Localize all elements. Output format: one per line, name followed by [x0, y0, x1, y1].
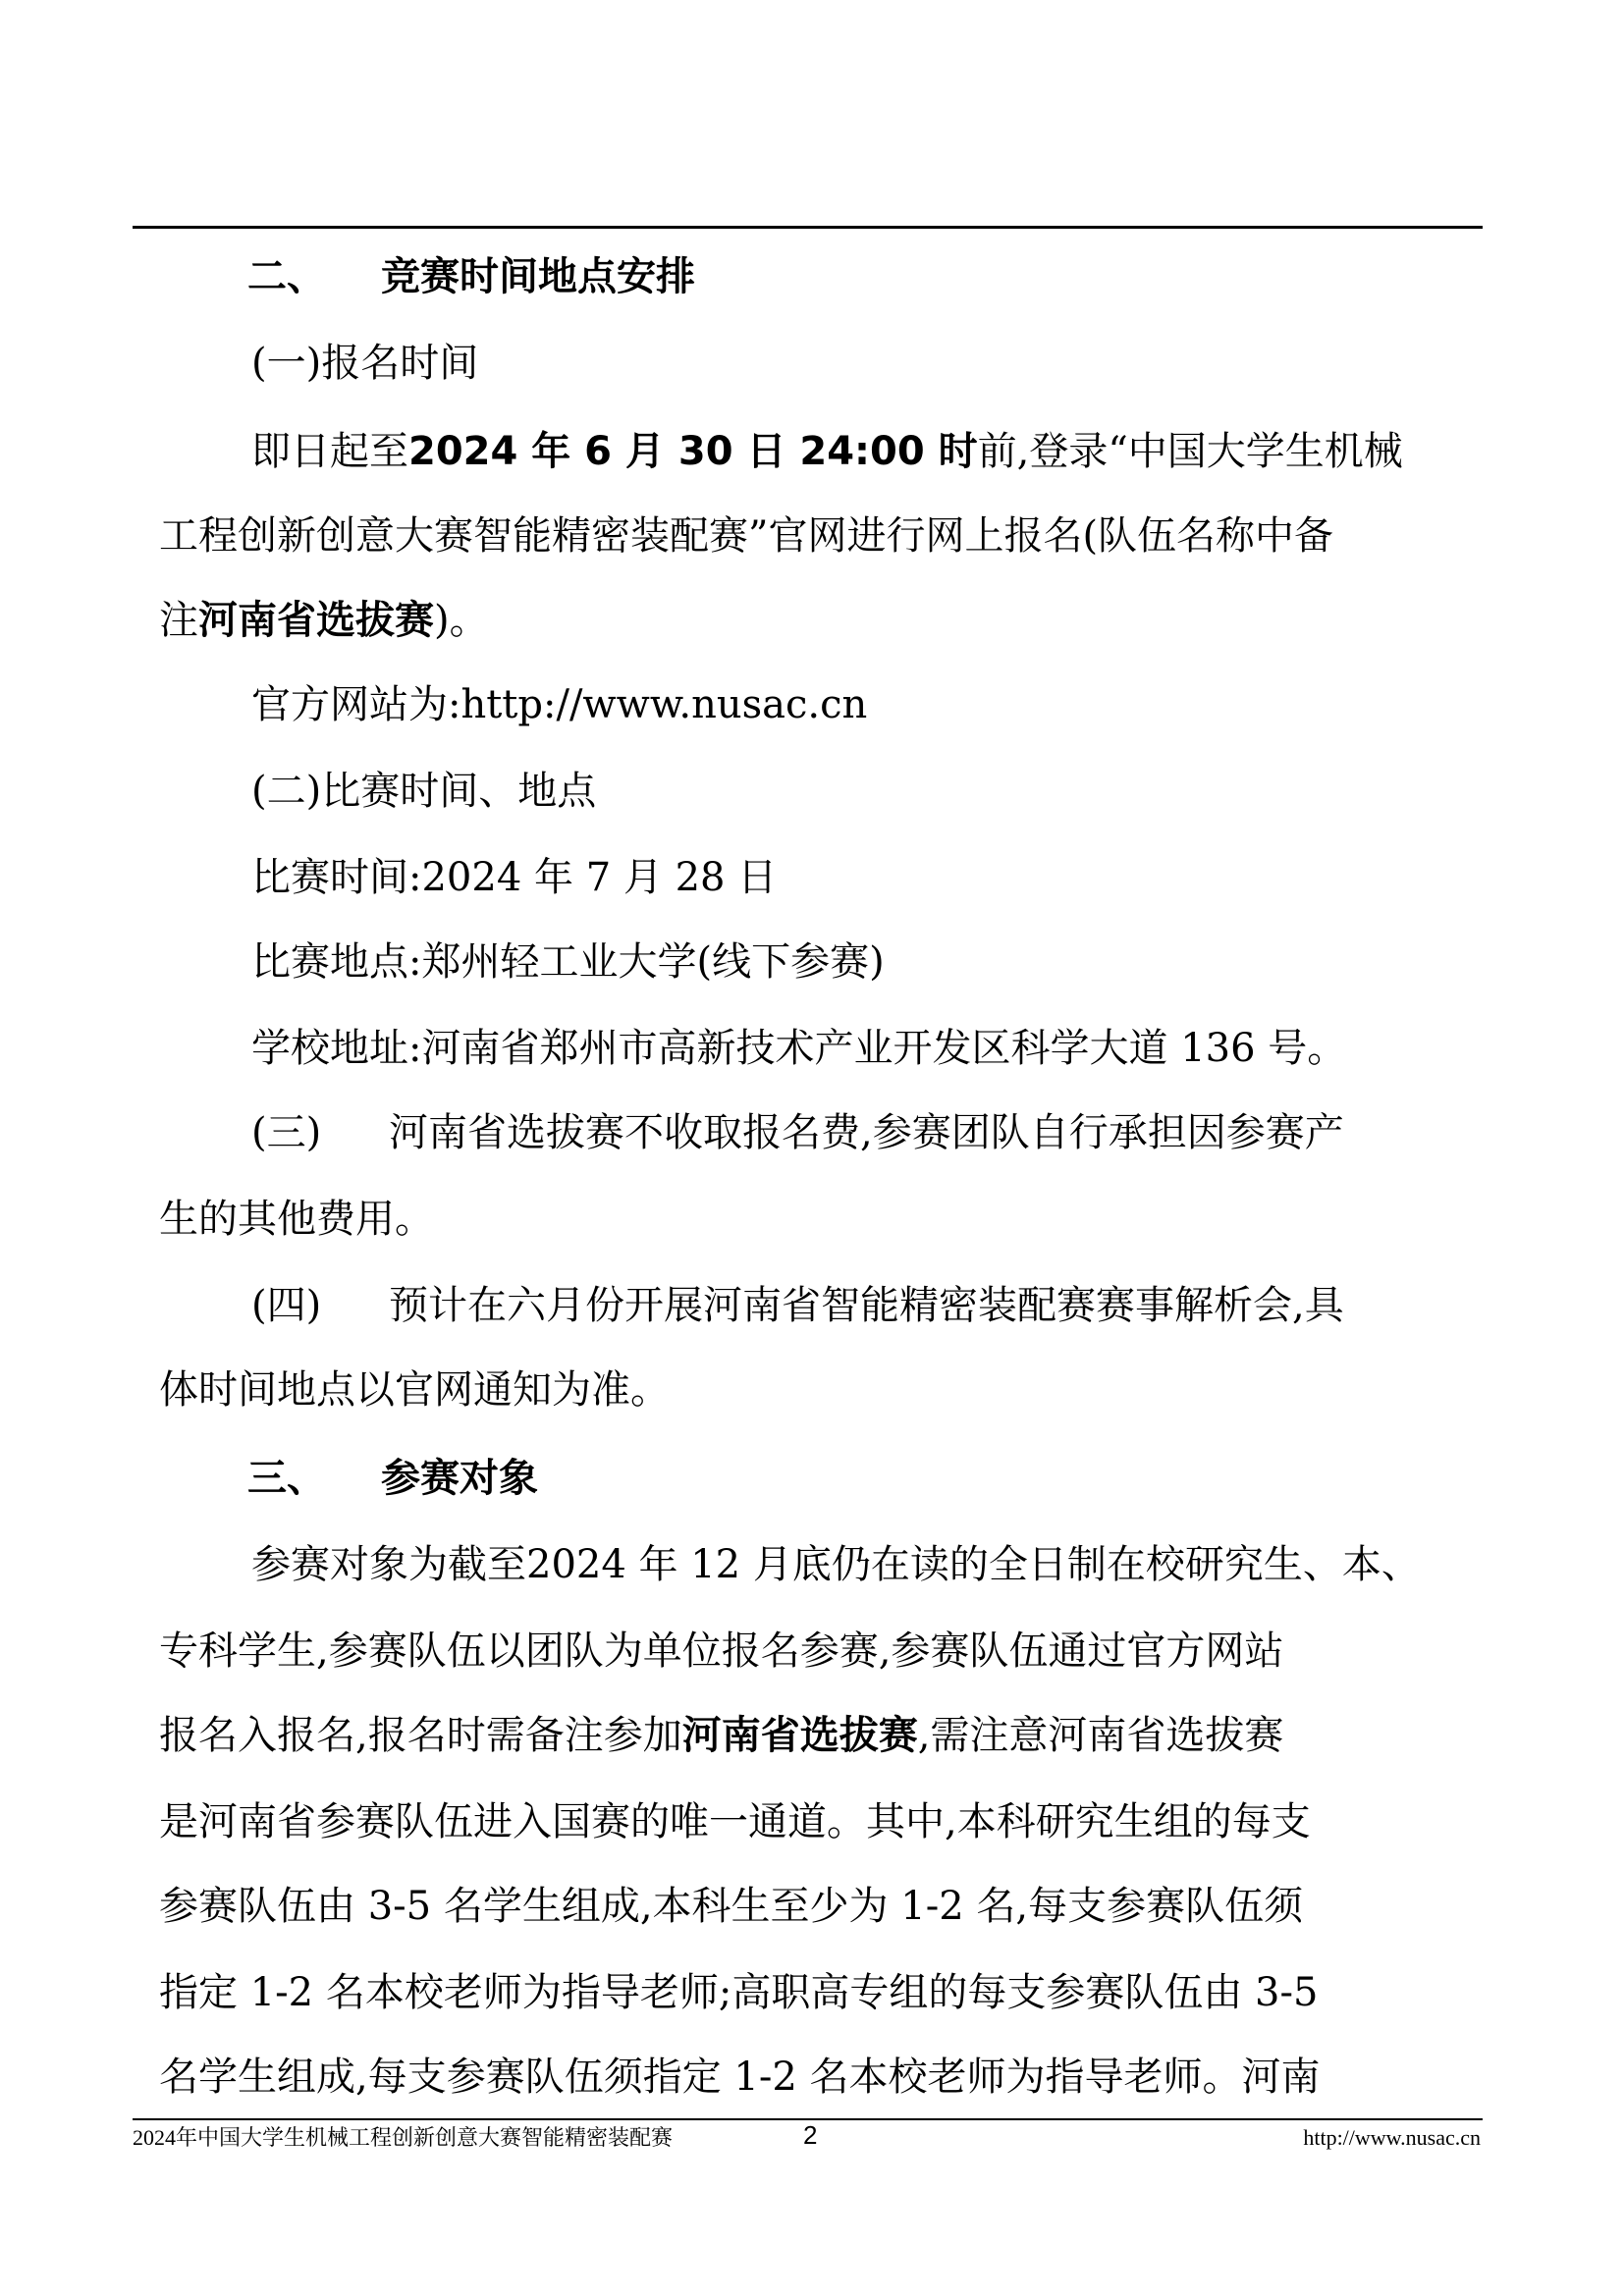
sub-heading-registration-time: (一)报名时间	[251, 341, 479, 386]
registration-text-after: 前,登录“中国大学生机械	[977, 429, 1403, 474]
footer-title: 2024年中国大学生机械工程创新创意大赛智能精密装配赛	[133, 2125, 674, 2150]
school-address: 学校地址:河南省郑州市高新技术产业开发区科学大道 136 号。	[251, 1026, 1347, 1071]
competition-place: 比赛地点:郑州轻工业大学(线下参赛)	[251, 939, 885, 985]
participants-line-4: 是河南省参赛队伍进入国赛的唯一通道。其中,本科研究生组的每支	[159, 1799, 1311, 1844]
participants-line-2: 专科学生,参赛队伍以团队为单位报名参赛,参赛队伍通过官方网站	[159, 1629, 1284, 1674]
registration-deadline: 2024 年 6 月 30 日 24:00 时	[408, 429, 978, 474]
participants-line-3-before: 报名入报名,报名时需备注参加	[159, 1713, 682, 1758]
registration-paragraph-line-2: 工程创新创意大赛智能精密装配赛”官网进行网上报名(队伍名称中备	[159, 513, 1334, 559]
section-title-2: 竞赛时间地点安排	[381, 254, 695, 299]
briefing-line-2: 体时间地点以官网通知为准。	[159, 1367, 670, 1413]
participants-line-1: 参赛对象为截至2024 年 12 月底仍在读的全日制在校研究生、本、	[251, 1542, 1421, 1587]
registration-note-before: 注	[159, 598, 198, 643]
participants-line-3-bold: 河南省选拔赛	[681, 1713, 918, 1758]
participants-line-6: 指定 1-2 名本校老师为指导老师;高职高专组的每支参赛队伍由 3-5	[159, 1970, 1319, 2015]
participants-line-7: 名学生组成,每支参赛队伍须指定 1-2 名本校老师为指导老师。河南	[159, 2055, 1321, 2100]
participants-line-5: 参赛队伍由 3-5 名学生组成,本科生至少为 1-2 名,每支参赛队伍须	[159, 1884, 1304, 1929]
competition-time: 比赛时间:2024 年 7 月 28 日	[251, 855, 778, 900]
official-website-line: 官方网站为:http://www.nusac.cn	[251, 682, 868, 727]
registration-note-bold: 河南省选拔赛	[198, 598, 434, 643]
registration-paragraph-line-3	[159, 598, 489, 643]
sub-heading-competition-time-place: (二)比赛时间、地点	[251, 769, 597, 814]
page-number: 2	[803, 2120, 818, 2150]
registration-note-after: )。	[434, 598, 489, 643]
section-number-3: 三、	[247, 1456, 326, 1501]
participants-line-3-after: ,需注意河南省选拔赛	[917, 1713, 1284, 1758]
briefing-line-1: 预计在六月份开展河南省智能精密装配赛赛事解析会,具	[389, 1283, 1344, 1328]
sub-heading-fee-label: (三)	[251, 1110, 322, 1155]
footer-url: http://www.nusac.cn	[1303, 2125, 1481, 2150]
fee-line-2: 生的其他费用。	[159, 1197, 434, 1242]
registration-paragraph-line-1	[251, 429, 1483, 474]
header-rule	[133, 226, 1483, 229]
section-title-3: 参赛对象	[381, 1456, 538, 1501]
sub-heading-briefing-label: (四)	[251, 1283, 322, 1328]
fee-line-1: 河南省选拔赛不收取报名费,参赛团队自行承担因参赛产	[389, 1110, 1344, 1155]
section-number-2: 二、	[247, 254, 326, 299]
registration-text-before: 即日起至	[251, 429, 408, 474]
participants-line-3	[159, 1713, 1284, 1758]
